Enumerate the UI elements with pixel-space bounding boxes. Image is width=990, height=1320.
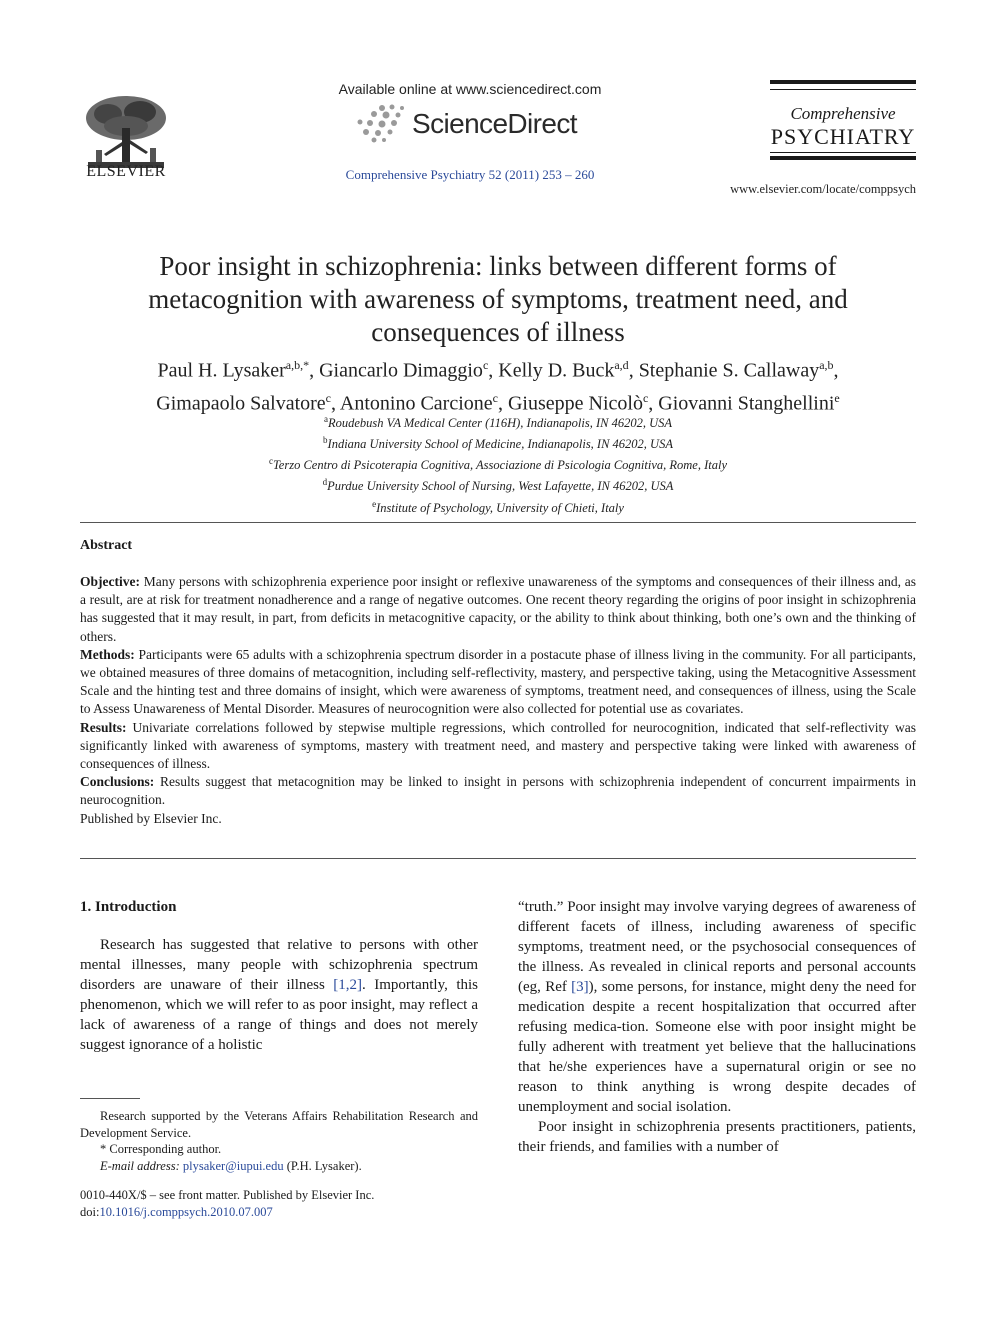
author-affil-sup[interactable]: c <box>492 390 498 405</box>
affiliation: $^e$Institute of Psychology, University of Chieti, Italy <box>372 498 624 515</box>
doi-line: doi:10.1016/j.comppsych.2010.07.007 <box>80 1204 273 1219</box>
author-affil-sup[interactable]: a,b <box>819 358 834 372</box>
section-heading-introduction: 1. Introduction <box>80 899 177 915</box>
author-name: Paul H. Lysaker <box>157 359 286 382</box>
footnote-rule <box>80 1098 140 1099</box>
corresponding-author-note: * Corresponding author. <box>100 1142 222 1156</box>
sciencedirect-wordmark: ScienceDirect <box>412 108 577 139</box>
email-link[interactable]: plysaker@iupui.edu <box>182 1158 284 1173</box>
affiliations <box>80 411 916 517</box>
abstract-objective: Objective: Many persons with schizophrenia experience poor insight or reflexive unawareness of the symptoms and consequences of their illness and, as a result, are at risk for treatment nonadherence and a range of negative outcomes. One recent theory regarding the origins of poor insight in schizophrenia has suggested that it may result, in part, from deficits in metacognitive capacity, or the ability to think about thinking, both one’s own and the thinking of others. <box>80 574 916 644</box>
abstract-results: Results: Univariate correlations followed by stepwise multiple regressions, which controlled for neurocognition, indicated that self-reflectivity was significantly linked with awareness of symptoms, mastery with treatment need, and mastery and perspective taking were linked with awareness of consequences of illness. <box>80 719 917 772</box>
paragraph: Research has suggested that relative to persons with other mental illnesses, many people with schizophrenia spectrum disorders are unaware of their illness [1,2]. Importantly, this phenomenon, which we will refer to as poor insight, may reflect a lack of awareness of a range of things and does not merely suggest ignorance of a holistic <box>80 937 478 1053</box>
author-affil-sup[interactable]: c <box>642 390 649 405</box>
abstract-published-by: Published by Elsevier Inc. <box>80 810 222 826</box>
publisher-logo-text: ELSEVIER <box>86 163 166 180</box>
author-affil-sup[interactable]: c <box>325 390 331 405</box>
author-name: Gimapaolo Salvatore <box>156 392 326 415</box>
reference-link[interactable]: [1,2] <box>333 977 363 993</box>
author-name: Kelly D. Buck <box>498 359 615 382</box>
author-affil-sup[interactable]: a,d <box>614 358 629 372</box>
body-column-left <box>80 935 478 1055</box>
article-title: Poor insight in schizophrenia: links between different forms of metacognition with awareness of symptoms, treatment need, and consequences of illness <box>148 251 848 347</box>
author-name: Antonino Carcione <box>339 392 493 415</box>
journal-citation-link[interactable]: Comprehensive Psychiatry 52 (2011) 253 – 260 <box>345 167 595 182</box>
footnotes <box>80 1108 478 1174</box>
journal-title-line2: PSYCHIATRY <box>770 124 916 149</box>
abstract-methods: Methods: Participants were 65 adults with a schizophrenia spectrum disorder in a postacute phase of illness living in the community. For all participants, we obtained measures of three domains of metacognition, including self-reflectivity, mastery, and perspective taking, using the Metacognitive Assessment Scale and the hinting test and three domains of insight, which were awareness of symptoms, treatment need, and consequences of illness, using the Scale to Assess Unawareness of Mental Disorder. Measures of neurocognition were also collected for potential use as covariates. <box>80 646 916 717</box>
email-note: E-mail address: plysaker@iupui.edu (P.H. Lysaker). <box>100 1158 362 1173</box>
journal-logo-rule <box>770 152 916 153</box>
abstract-rule-top <box>80 522 916 523</box>
abstract-rule-bottom <box>80 858 916 859</box>
author-list: Paul H. Lysaker$^{a,b,*}$, Giancarlo Dimaggio$^c$, Kelly D. Buck$^{a,d}$, Stephanie S. Callaway$^{a,b}$, Gimapaolo Salvatore$^c$, Antonino Carcione$^c$, Giuseppe Nicolò$^c$, Giovanni Stanghellini$^e$ <box>156 358 840 415</box>
funding-note: Research supported by the Veterans Affairs Rehabilitation Research and Development Service. <box>80 1109 478 1140</box>
author-name: Giuseppe Nicolò <box>507 392 643 415</box>
journal-logo-rule <box>770 89 916 90</box>
author-affil-sup[interactable]: c <box>482 358 489 372</box>
affiliation: $^a$Roudebush VA Medical Center (116H), Indianapolis, IN 46202, USA <box>323 414 673 431</box>
paragraph: Poor insight in schizophrenia presents practitioners, patients, their friends, and families with a number of <box>518 1119 916 1155</box>
available-online: Available online at www.sciencedirect.com <box>338 81 602 97</box>
abstract-heading: Abstract <box>80 538 133 553</box>
doi-link[interactable]: 10.1016/j.comppsych.2010.07.007 <box>99 1204 273 1219</box>
affiliation: $^d$Purdue University School of Nursing, West Lafayette, IN 46202, USA <box>322 477 674 494</box>
paragraph: “truth.” Poor insight may involve varying degrees of awareness of different facets of illness, including awareness of specific symptoms, treatment need, or the psychosocial consequences of the illness. As revealed in clinical reports and personal accounts (eg, Ref [3]), some persons, for instance, might deny the need for medication despite a recent hospitalization that occurred after refusing medica-tion. Someone else with poor insight might be fully adherent with treatment yet believe that the hallucinations that he/she experiences have a supernatural origin or see no reason to think anything is wrong despite decades of unemployment and social isolation. <box>518 899 916 1115</box>
reference-link[interactable]: [3] <box>571 979 589 995</box>
issn-doi-block <box>80 1187 478 1220</box>
author-name: Stephanie S. Callaway <box>638 359 820 382</box>
affiliation: $^c$Terzo Centro di Psicoterapia Cognitiva, Associazione di Psicologia Cognitiva, Rome, Italy <box>268 456 728 473</box>
sciencedirect-dots-icon <box>352 104 410 144</box>
journal-logo-rule <box>770 80 916 84</box>
author-name: Giovanni Stanghellini <box>658 392 835 415</box>
abstract-body <box>80 573 916 828</box>
body-column-right <box>518 897 916 1157</box>
author-affil-sup[interactable]: e <box>834 390 840 405</box>
journal-logo-rule <box>770 156 916 160</box>
author-name: Giancarlo Dimaggio <box>319 359 483 382</box>
journal-title-line1: Comprehensive <box>790 104 896 123</box>
affiliation: $^b$Indiana University School of Medicine, Indianapolis, IN 46202, USA <box>323 435 673 452</box>
issn-line: 0010-440X/$ – see front matter. Published by Elsevier Inc. <box>80 1188 375 1202</box>
author-affil-sup[interactable]: a,b,* <box>285 358 310 372</box>
abstract-conclusions: Conclusions: Results suggest that metacognition may be linked to insight in persons with schizophrenia independent of concurrent impairments in neurocognition. <box>80 774 917 808</box>
journal-url[interactable]: www.elsevier.com/locate/comppsych <box>730 182 916 196</box>
